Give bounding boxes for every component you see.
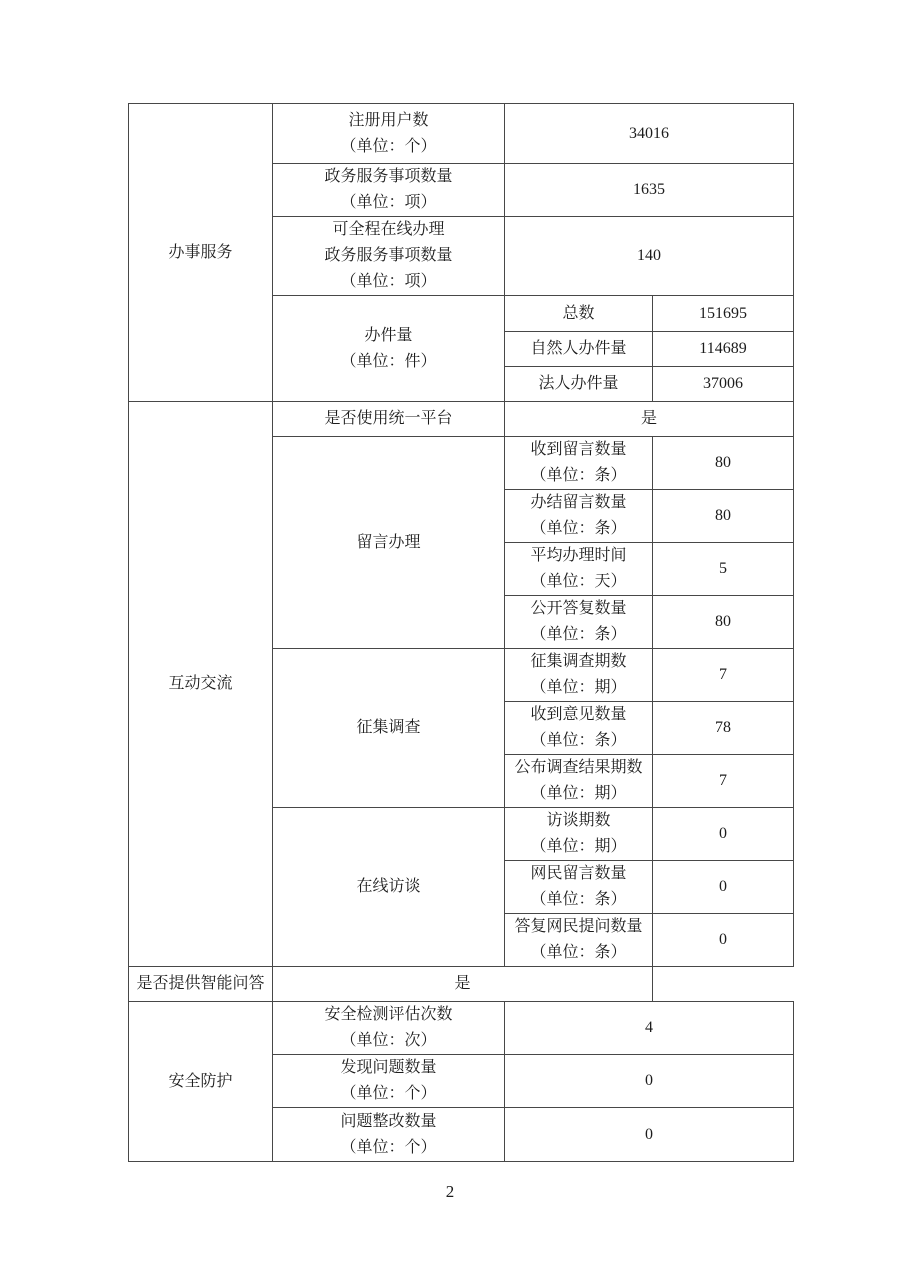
label-line: 收到意见数量 [530, 706, 627, 723]
annual-report-table [128, 103, 794, 1162]
label-line: （单位：个） [340, 1085, 437, 1102]
label-line: （单位：条） [530, 520, 627, 537]
group-cell-security: 安全防护 [129, 1002, 273, 1162]
item-label-cell [273, 164, 505, 217]
label-line: （单位：期） [530, 679, 627, 696]
label-line: 答复网民提问数量 [514, 918, 643, 935]
label-line: 发现问题数量 [340, 1059, 437, 1076]
label-line: 政务服务事项数量 [324, 247, 453, 264]
value-cell: 80 [653, 596, 794, 649]
label-line: 公布调查结果期数 [514, 759, 643, 776]
label-line: 平均办理时间 [530, 547, 627, 564]
table-row [129, 104, 794, 164]
sub-item-label-cell: 法人办件量 [505, 367, 653, 402]
sub-item-label-cell [505, 702, 653, 755]
value-cell: 151695 [653, 296, 794, 332]
value-cell: 80 [653, 437, 794, 490]
value-cell: 0 [505, 1055, 794, 1108]
label-line: 访谈期数 [546, 812, 611, 829]
label-line: （单位：项） [340, 194, 437, 211]
value-cell: 4 [505, 1002, 794, 1055]
item-label-cell: 是否提供智能问答 [129, 967, 273, 1002]
page-number: 2 [445, 1182, 455, 1201]
table-row [129, 402, 794, 437]
label-line: 办件量 [364, 326, 413, 344]
value-cell: 0 [505, 1108, 794, 1162]
label-line: （单位：期） [530, 785, 627, 802]
table-row [129, 1002, 794, 1055]
item-label-cell [273, 1002, 505, 1055]
item-label-cell: 是否使用统一平台 [273, 402, 505, 437]
sub-item-label-cell [505, 649, 653, 702]
sub-item-label-cell [505, 543, 653, 596]
label-line: （单位：条） [530, 944, 627, 961]
label-line: （单位：次） [340, 1032, 437, 1049]
value-cell: 是 [273, 967, 653, 1002]
subgroup-cell-message-handling: 留言办理 [273, 437, 505, 649]
label-line: 问题整改数量 [340, 1112, 437, 1130]
value-cell: 140 [505, 217, 794, 296]
value-cell: 是 [505, 402, 794, 437]
value-cell: 114689 [653, 332, 794, 367]
sub-item-label-cell [505, 755, 653, 808]
value-cell: 5 [653, 543, 794, 596]
label-line: （单位：件） [340, 352, 437, 370]
group-cell-interaction: 互动交流 [129, 402, 273, 967]
value-cell: 0 [653, 808, 794, 861]
sub-item-label-cell [505, 596, 653, 649]
sub-item-label-cell [505, 914, 653, 967]
label-line: 安全检测评估次数 [324, 1006, 453, 1023]
item-label-cell [273, 1055, 505, 1108]
label-line: （单位：条） [530, 732, 627, 749]
label-line: （单位：个） [340, 1138, 437, 1156]
subgroup-cell-interview: 在线访谈 [273, 808, 505, 967]
value-cell: 37006 [653, 367, 794, 402]
label-line: 办结留言数量 [530, 494, 627, 511]
label-line: （单位：条） [530, 467, 627, 484]
item-label-cell [273, 1108, 505, 1162]
label-line: 注册用户数 [348, 111, 429, 129]
group-cell-service: 办事服务 [129, 104, 273, 402]
value-cell: 1635 [505, 164, 794, 217]
label-line: （单位：期） [530, 838, 627, 855]
label-line: 可全程在线办理 [332, 221, 445, 238]
subgroup-cell-case-volume [273, 296, 505, 402]
value-cell: 0 [653, 914, 794, 967]
label-line: 征集调查期数 [530, 653, 627, 670]
sub-item-label-cell [505, 437, 653, 490]
label-line: 收到留言数量 [530, 441, 627, 458]
label-line: （单位：天） [530, 573, 627, 590]
table-row [129, 967, 794, 1002]
sub-item-label-cell [505, 490, 653, 543]
sub-item-label-cell [505, 861, 653, 914]
label-line: 政务服务事项数量 [324, 168, 453, 185]
item-label-cell [273, 217, 505, 296]
value-cell: 7 [653, 755, 794, 808]
value-cell: 80 [653, 490, 794, 543]
sub-item-label-cell [505, 808, 653, 861]
label-line: （单位：项） [340, 273, 437, 290]
value-cell: 7 [653, 649, 794, 702]
label-line: （单位：个） [340, 137, 437, 155]
label-line: 公开答复数量 [530, 600, 627, 617]
subgroup-cell-survey: 征集调查 [273, 649, 505, 808]
label-line: （单位：条） [530, 891, 627, 908]
item-label-cell [273, 104, 505, 164]
value-cell: 78 [653, 702, 794, 755]
sub-item-label-cell: 总数 [505, 296, 653, 332]
label-line: （单位：条） [530, 626, 627, 643]
value-cell: 34016 [505, 104, 794, 164]
label-line: 网民留言数量 [530, 865, 627, 882]
value-cell: 0 [653, 861, 794, 914]
sub-item-label-cell: 自然人办件量 [505, 332, 653, 367]
